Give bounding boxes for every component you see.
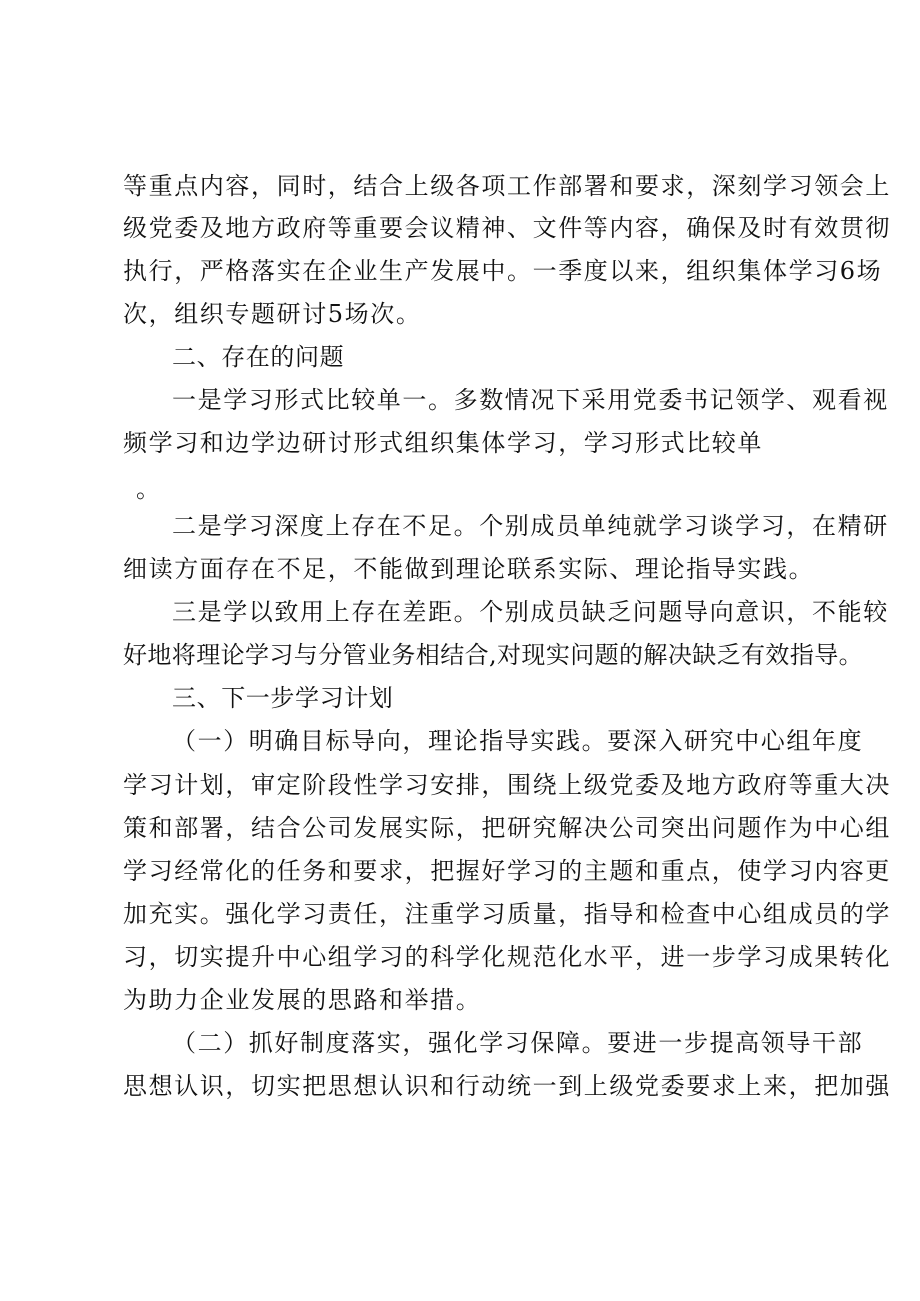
- paragraph-line: （二）抓好制度落实，强化学习保障。要进一步提高领导干部: [172, 1029, 864, 1057]
- section-heading: 三、下一步学习计划: [172, 684, 394, 712]
- paragraph-line: 学习计划，审定阶段性学习安排，围绕上级党委及地方政府等重大决: [123, 771, 891, 799]
- paragraph-line: 策和部署，结合公司发展实际，把研究解决公司突出问题作为中心组: [123, 814, 891, 842]
- paragraph-line: 三是学以致用上存在差距。个别成员缺乏问题导向意识，不能较: [172, 598, 889, 626]
- paragraph-line: 二是学习深度上存在不足。个别成员单纯就学习谈学习，在精研: [172, 512, 889, 540]
- paragraph-line: 。: [136, 475, 162, 503]
- paragraph-line: 执行，严格落实在企业生产发展中。一季度以来，组织集体学习6场: [123, 257, 883, 285]
- paragraph-line: 加充实。强化学习责任，注重学习质量，指导和检查中心组成员的学: [123, 900, 891, 928]
- paragraph-line: 习，切实提升中心组学习的科学化规范化水平，进一步学习成果转化: [123, 943, 891, 971]
- paragraph-line: 好地将理论学习与分管业务相结合,对现实问题的解决缺乏有效指导。: [123, 641, 864, 669]
- paragraph-line: 等重点内容，同时，结合上级各项工作部署和要求，深刻学习领会上: [123, 172, 891, 200]
- paragraph-line: 级党委及地方政府等重要会议精神、文件等内容，确保及时有效贯彻: [123, 214, 891, 242]
- section-heading: 二、存在的问题: [172, 343, 345, 371]
- paragraph-line: （一）明确目标导向，理论指导实践。要深入研究中心组年度: [172, 727, 864, 755]
- paragraph-line: 频学习和边学边研讨形式组织集体学习，学习形式比较单: [123, 429, 763, 457]
- paragraph-line: 一是学习形式比较单一。多数情况下采用党委书记领学、观看视: [172, 386, 889, 414]
- paragraph-line: 次，组织专题研讨5场次。: [123, 300, 422, 328]
- paragraph-line: 思想认识，切实把思想认识和行动统一到上级党委要求上来，把加强: [123, 1072, 891, 1100]
- paragraph-line: 为助力企业发展的思路和举措。: [123, 986, 482, 1014]
- paragraph-line: 细读方面存在不足，不能做到理论联系实际、理论指导实践。: [123, 555, 815, 583]
- paragraph-line: 学习经常化的任务和要求，把握好学习的主题和重点，使学习内容更: [123, 857, 891, 885]
